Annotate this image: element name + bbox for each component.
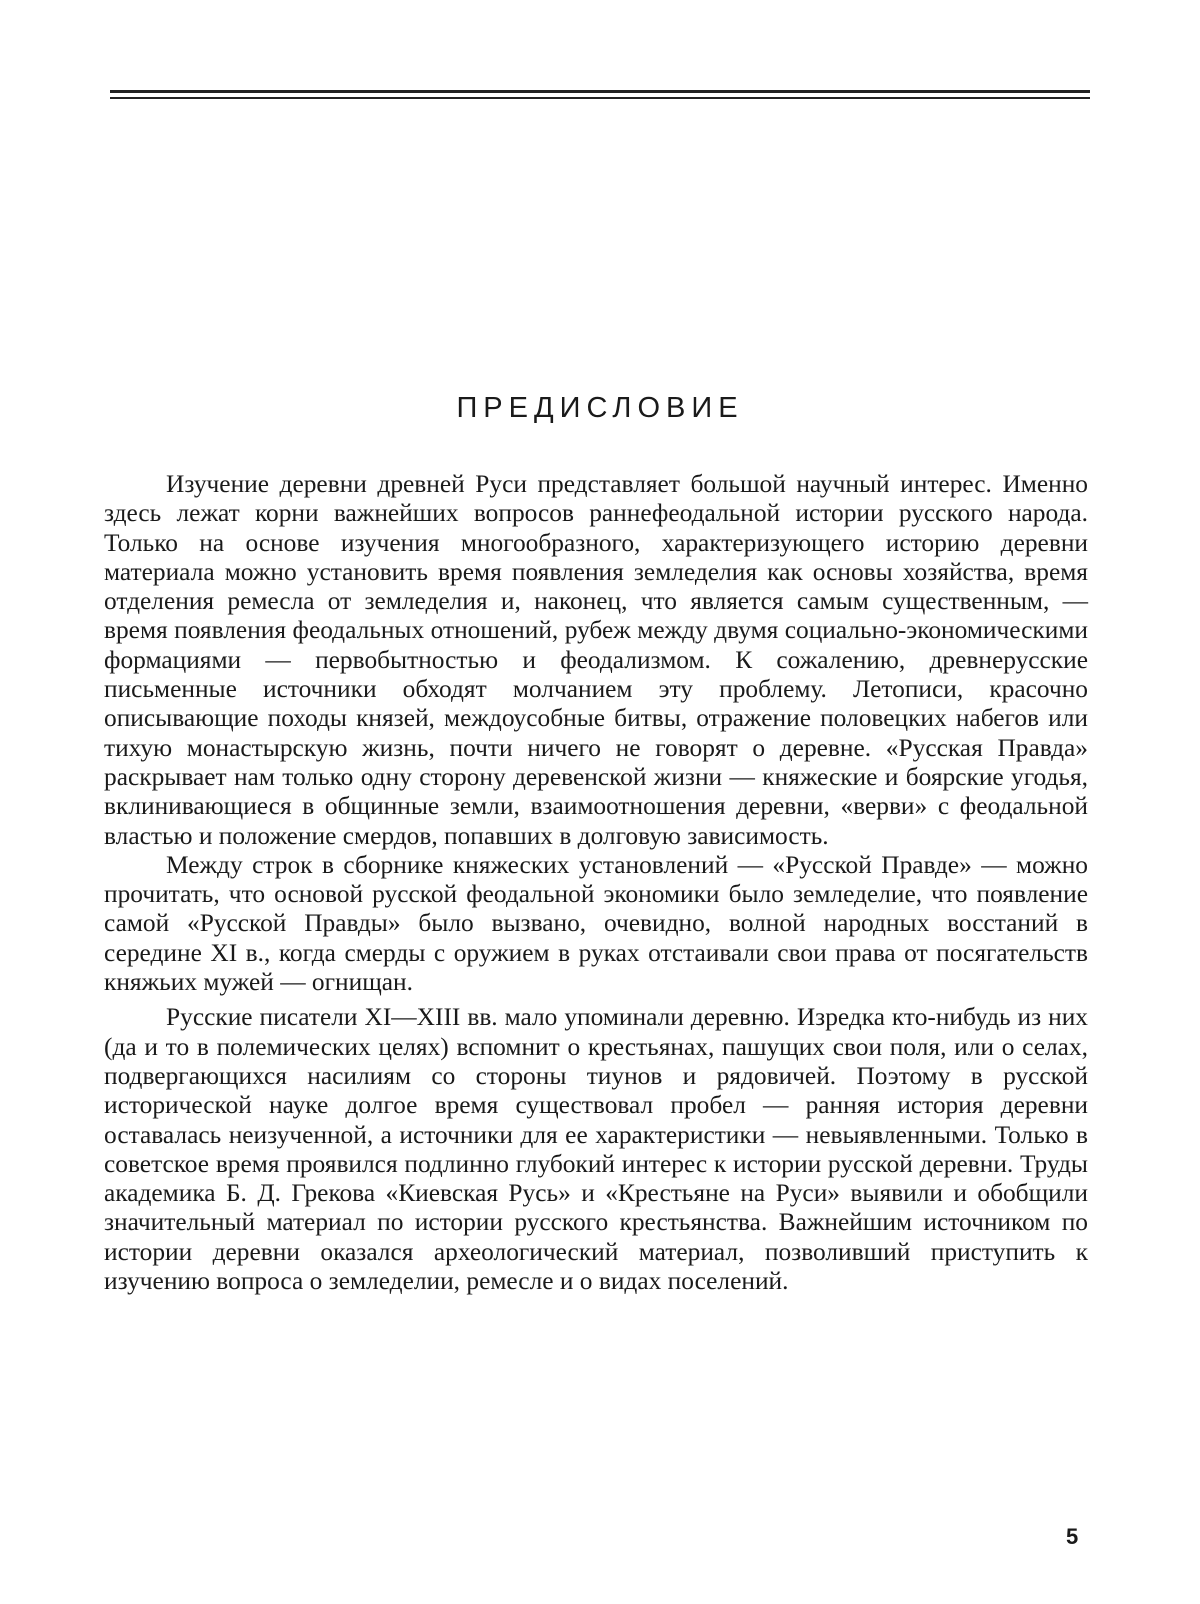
page-number: 5 bbox=[1066, 1524, 1079, 1549]
paragraph: Русские писатели XI—XIII вв. мало упоминали деревню. Изредка кто-нибудь из них (да и то в полемических целях) вспомнит о крестьянах, пашущих свои поля, или о селах, подвергающихся насилиям со стороны тиунов и рядовичей. Поэтому в русской исторической науке долгое время существовал пробел — ранняя история деревни оставалась неизученной, а источники для ее характеристики — невыявленными. Только в советское время проявился подлинно глубокий интерес к истории русской деревни. Труды академика Б. Д. Грекова «Киевская Русь» и «Крестьяне на Руси» выявили и обобщили значительный материал по истории русского крестьянства. Важнейшим источником по истории деревни оказался археологический материал, позволивший приступить к изучению вопроса о земледелии, ремесле и о видах поселений. bbox=[104, 1003, 1088, 1296]
page-title: ПРЕДИСЛОВИЕ bbox=[456, 392, 744, 424]
header-rule-line bbox=[110, 90, 1090, 93]
paragraph: Изучение деревни древней Руси представляет большой научный интерес. Именно здесь лежат корни важнейших вопросов раннефеодальной истории русского народа. Только на основе изучения многообразного, характеризующего историю деревни материала можно установить время появления земледелия как основы хозяйства, время отделения ремесла от земледелия и, наконец, что является самым существенным, — время появления феодальных отношений, рубеж между двумя социально-экономическими формациями — первобытностью и феодализмом. К сожалению, древнерусские письменные источники обходят молчанием эту проблему. Летописи, красочно описывающие походы князей, междоусобные битвы, отражение половецких набегов или тихую монастырскую жизнь, почти ничего не говорят о деревне. «Русская Правда» раскрывает нам только одну сторону деревенской жизни — княжеские и боярские угодья, вклинивающиеся в общинные земли, взаимоотношения деревни, «верви» с феодальной властью и положение смердов, попавших в долговую зависимость. bbox=[104, 470, 1088, 850]
header-rule bbox=[110, 90, 1090, 99]
paragraph: Между строк в сборнике княжеских установлений — «Русской Правде» — можно прочитать, что основой русской феодальной экономики было земледелие, что появление самой «Русской Правды» было вызвано, очевидно, волной народных восстаний в середине XI в., когда смерды с оружием в руках отстаивали свои права от посягательств княжьих мужей — огнищан. bbox=[104, 850, 1088, 997]
header-rule-line bbox=[110, 97, 1090, 99]
body-text bbox=[104, 470, 1088, 1296]
